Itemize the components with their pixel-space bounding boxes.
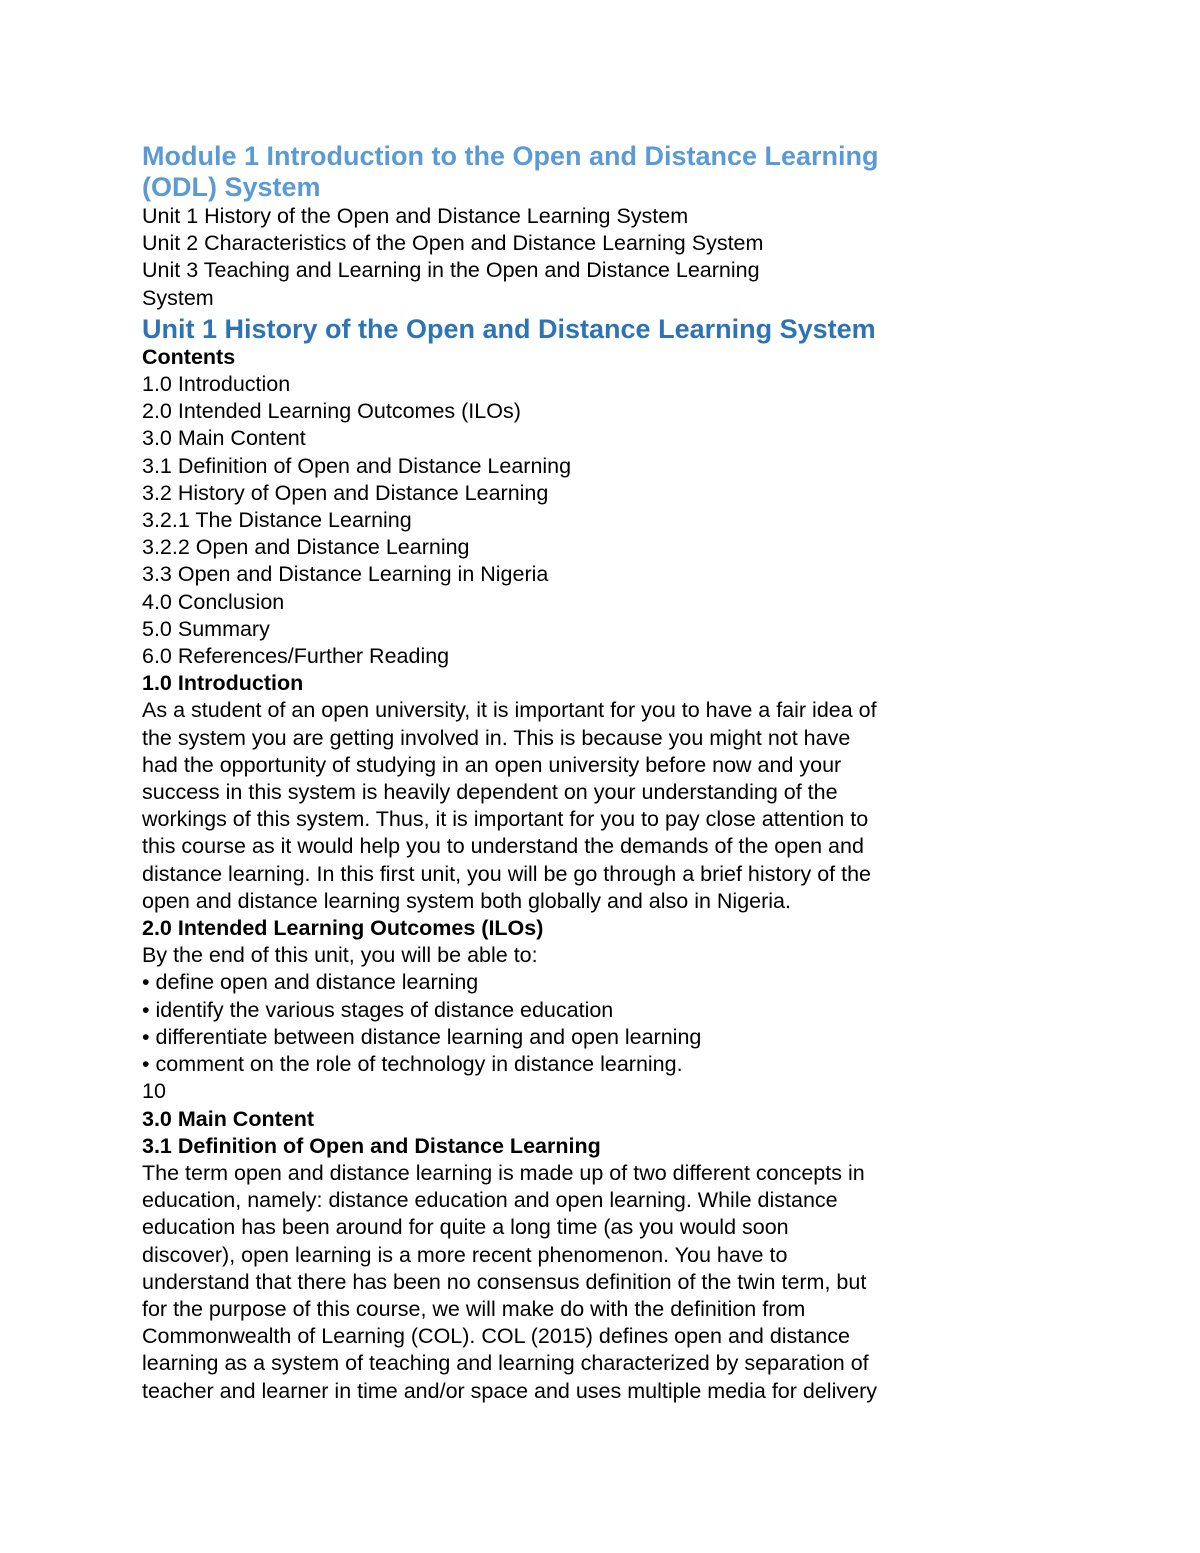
contents-item: 1.0 Introduction (142, 372, 291, 397)
page-number: 10 (142, 1079, 166, 1104)
paragraph-line: success in this system is heavily dependent on your understanding of the (142, 780, 838, 805)
paragraph-line: learning as a system of teaching and learning characterized by separation of (142, 1351, 869, 1376)
contents-item: 5.0 Summary (142, 616, 270, 641)
paragraph-line: workings of this system. Thus, it is important for you to pay close attention to (142, 807, 869, 832)
paragraph-line: education has been around for quite a long time (as you would soon (142, 1215, 789, 1240)
paragraph-line: education, namely: distance education and open learning. While distance (142, 1188, 838, 1213)
module-unit-line: Unit 1 History of the Open and Distance Learning System (142, 204, 689, 228)
outcome-bullet: • identify the various stages of distance education (142, 997, 614, 1022)
contents-item: 3.2.2 Open and Distance Learning (142, 535, 470, 560)
contents-item: 4.0 Conclusion (142, 589, 285, 614)
main-content-heading: 3.0 Main Content (142, 1106, 315, 1131)
outcome-bullet: • differentiate between distance learning and open learning (142, 1024, 702, 1049)
paragraph-line: understand that there has been no consensus definition of the twin term, but (142, 1269, 867, 1294)
module-title (142, 141, 962, 203)
module-unit-line: Unit 3 Teaching and Learning in the Open and Distance Learning (142, 258, 760, 283)
paragraph-line: distance learning. In this first unit, you will be go through a brief history of the (142, 861, 872, 886)
paragraph-line: discover), open learning is a more recent phenomenon. You have to (142, 1242, 788, 1267)
contents-list (142, 371, 962, 670)
paragraph-line: Commonwealth of Learning (COL). COL (2015) defines open and distance (142, 1324, 850, 1349)
module-title-line: (ODL) System (142, 172, 321, 202)
outcomes-list (142, 969, 962, 1078)
module-unit-line: System (142, 285, 214, 310)
paragraph-line: The term open and distance learning is made up of two different concepts in (142, 1160, 865, 1185)
module-title-line: Module 1 Introduction to the Open and Distance Learning (142, 141, 879, 171)
paragraph-line: had the opportunity of studying in an open university before now and your (142, 752, 842, 777)
contents-item: 6.0 References/Further Reading (142, 644, 450, 669)
outcomes-intro: By the end of this unit, you will be able to: (142, 943, 538, 968)
paragraph-line: for the purpose of this course, we will make do with the definition from (142, 1296, 806, 1321)
module-unit-line: Unit 2 Characteristics of the Open and Distance Learning System (142, 231, 764, 256)
document-page (142, 141, 962, 1405)
paragraph-line: open and distance learning system both globally and also in Nigeria. (142, 888, 791, 913)
contents-item: 3.3 Open and Distance Learning in Nigeria (142, 562, 549, 587)
definition-paragraph (142, 1160, 962, 1405)
contents-item: 2.0 Intended Learning Outcomes (ILOs) (142, 399, 521, 424)
paragraph-line: this course as it would help you to understand the demands of the open and (142, 834, 864, 859)
definition-subheading: 3.1 Definition of Open and Distance Learning (142, 1133, 601, 1158)
contents-item: 3.1 Definition of Open and Distance Learning (142, 453, 572, 478)
contents-heading: Contents (142, 344, 236, 369)
introduction-paragraph (142, 697, 962, 915)
outcome-bullet: • define open and distance learning (142, 970, 479, 995)
module-units-list (142, 203, 962, 312)
contents-item: 3.2 History of Open and Distance Learning (142, 480, 549, 505)
outcome-bullet: • comment on the role of technology in distance learning. (142, 1052, 683, 1077)
paragraph-line: As a student of an open university, it is important for you to have a fair idea of (142, 698, 877, 723)
outcomes-heading: 2.0 Intended Learning Outcomes (ILOs) (142, 916, 544, 941)
introduction-heading: 1.0 Introduction (142, 671, 304, 696)
contents-item: 3.2.1 The Distance Learning (142, 508, 412, 533)
paragraph-line: teacher and learner in time and/or space and uses multiple media for delivery (142, 1378, 877, 1403)
paragraph-line: the system you are getting involved in. This is because you might not have (142, 725, 851, 750)
contents-item: 3.0 Main Content (142, 426, 306, 451)
unit-heading: Unit 1 History of the Open and Distance Learning System (142, 313, 876, 344)
